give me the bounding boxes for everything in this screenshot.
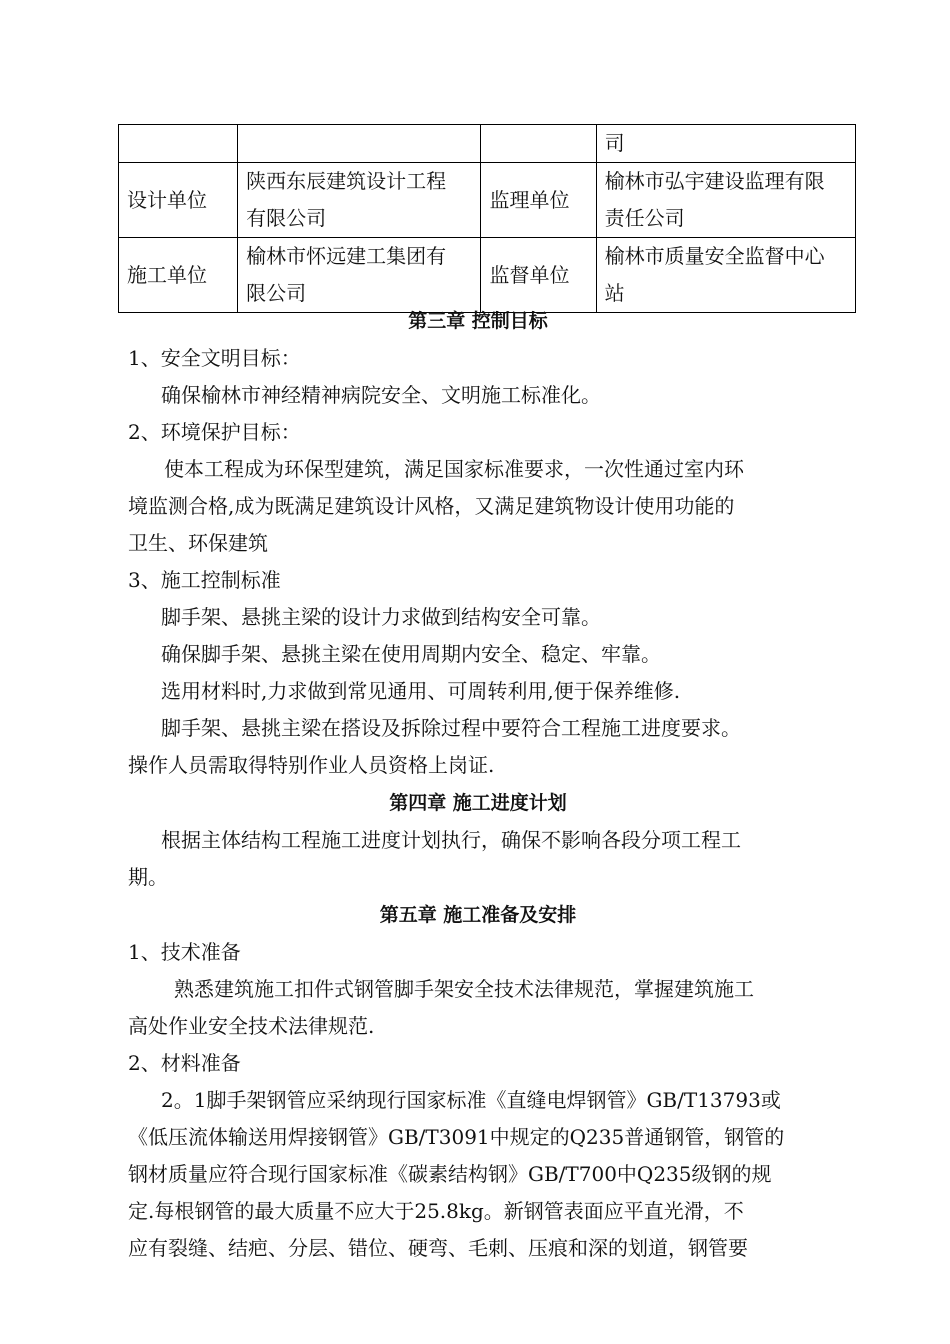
- cell-line: 榆林市怀远建工集团有: [246, 244, 447, 268]
- cell-line: 榆林市弘宇建设监理有限: [604, 169, 825, 193]
- table-cell: [481, 125, 596, 163]
- table-row: [119, 163, 856, 238]
- cell-line: 榆林市质量安全监督中心: [604, 244, 825, 268]
- section-title: 1、安全文明目标：: [128, 346, 301, 370]
- paragraph-line: 选用材料时,力求做到常见通用、可周转利用,便于保养维修.: [161, 679, 681, 703]
- paragraph-line: 使本工程成为环保型建筑，满足国家标准要求，一次性通过室内环: [164, 457, 744, 481]
- oversight-unit-label: 监督单位: [481, 238, 596, 313]
- paragraph-line: 定.每根钢管的最大质量不应大于25.8kg。新钢管表面应平直光滑，不: [128, 1199, 744, 1223]
- supervision-unit-label: 监理单位: [481, 163, 596, 238]
- design-unit-value: [238, 163, 481, 238]
- paragraph-line: 钢材质量应符合现行国家标准《碳素结构钢》GB/T700中Q235级钢的规: [128, 1162, 772, 1186]
- table-cell: [596, 125, 855, 163]
- supervision-unit-value: [596, 163, 855, 238]
- paragraph-line: 根据主体结构工程施工进度计划执行，确保不影响各段分项工程工: [161, 828, 741, 852]
- cell-line: 责任公司: [604, 206, 685, 230]
- table-cell: [119, 125, 238, 163]
- cell-line: 有限公司: [246, 206, 327, 230]
- section-title: 2、环境保护目标：: [128, 420, 301, 444]
- paragraph-line: 《低压流体输送用焊接钢管》GB/T3091中规定的Q235普通钢管，钢管的: [128, 1125, 785, 1149]
- table-row: [119, 125, 856, 163]
- construction-unit-label: 施工单位: [119, 238, 238, 313]
- paragraph-line: 期。: [128, 865, 168, 889]
- section-title: 3、施工控制标准: [128, 568, 281, 592]
- paragraph-line: 操作人员需取得特别作业人员资格上岗证.: [128, 753, 495, 777]
- cell-line: 限公司: [246, 281, 307, 305]
- paragraph-line: 高处作业安全技术法律规范.: [128, 1014, 375, 1038]
- document-body: [128, 302, 828, 1267]
- design-unit-label: 设计单位: [119, 163, 238, 238]
- chapter5-heading: 第五章 施工准备及安排: [379, 904, 577, 926]
- paragraph-line: 2。1脚手架钢管应采纳现行国家标准《直缝电焊钢管》GB/T13793或: [161, 1088, 781, 1112]
- section-title: 1、技术准备: [128, 940, 241, 964]
- chapter4-heading: 第四章 施工进度计划: [389, 792, 567, 814]
- paragraph-line: 熟悉建筑施工扣件式钢管脚手架安全技术法律规范，掌握建筑施工: [174, 977, 754, 1001]
- project-units-table: [118, 124, 856, 313]
- chapter3-heading: 第三章 控制目标: [408, 310, 548, 332]
- paragraph-line: 卫生、环保建筑: [128, 531, 268, 555]
- cell-line: 陕西东辰建筑设计工程: [246, 169, 447, 193]
- paragraph-line: 应有裂缝、结疤、分层、错位、硬弯、毛刺、压痕和深的划道，钢管要: [128, 1236, 748, 1260]
- cell-line: 司: [604, 131, 625, 155]
- paragraph-line: 脚手架、悬挑主梁的设计力求做到结构安全可靠。: [161, 605, 601, 629]
- section-title: 2、材料准备: [128, 1051, 241, 1075]
- paragraph-line: 确保榆林市神经精神病院安全、文明施工标准化。: [161, 383, 601, 407]
- paragraph-line: 确保脚手架、悬挑主梁在使用周期内安全、稳定、牢靠。: [161, 642, 661, 666]
- table-cell: [238, 125, 481, 163]
- paragraph-line: 脚手架、悬挑主梁在搭设及拆除过程中要符合工程施工进度要求。: [161, 716, 741, 740]
- cell-line: 站: [604, 281, 625, 305]
- paragraph-line: 境监测合格,成为既满足建筑设计风格，又满足建筑物设计使用功能的: [128, 494, 735, 518]
